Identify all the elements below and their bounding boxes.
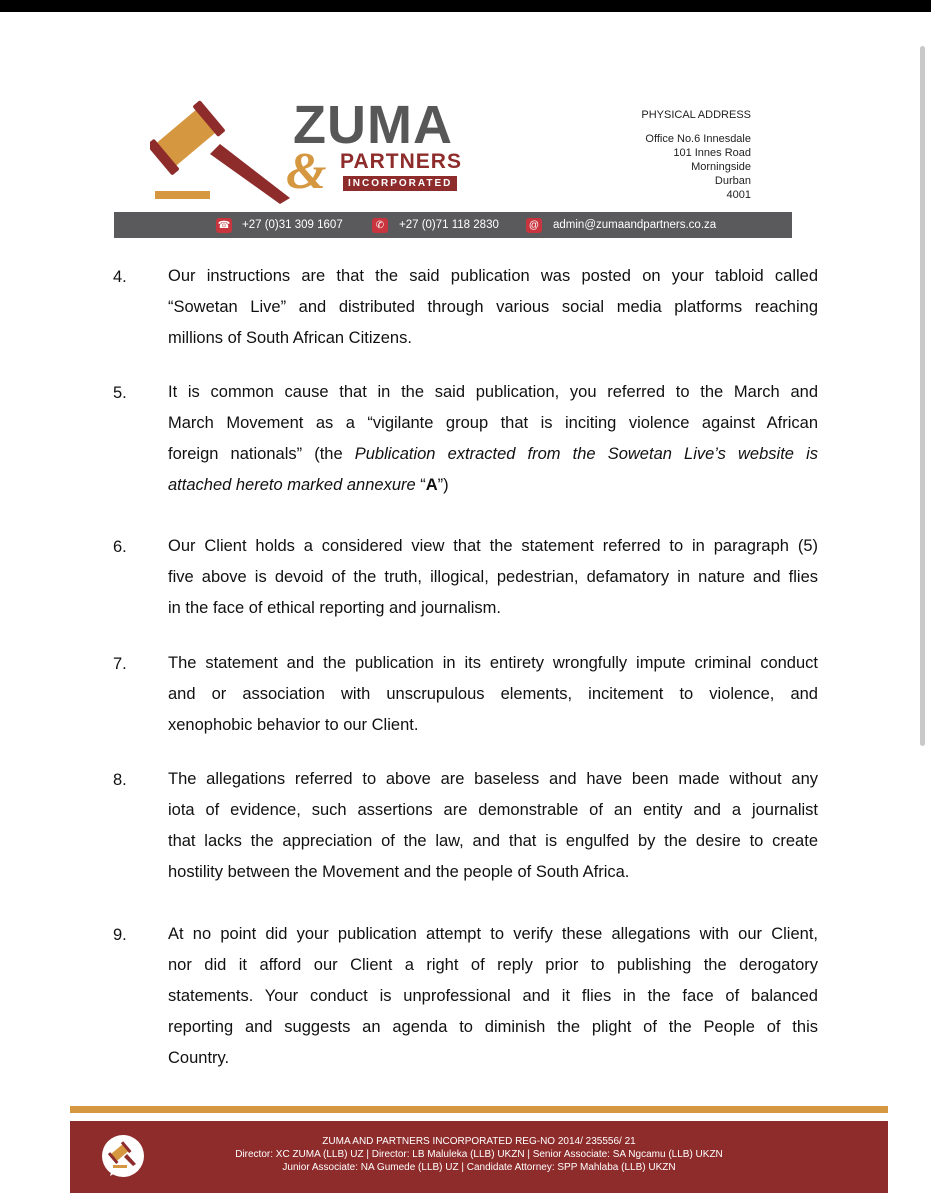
paragraph-text bbox=[168, 648, 818, 741]
address-line: Morningside bbox=[691, 161, 751, 173]
footer-registration: ZUMA AND PARTNERS INCORPORATED REG-NO 2014/ 235556/ 21 bbox=[322, 1136, 636, 1147]
logo-incorporated-tag: INCORPORATED bbox=[343, 176, 457, 191]
physical-address bbox=[641, 108, 751, 202]
text-line: that lacks the appreciation of the law, and that is engulfed by the desire to create bbox=[168, 832, 818, 850]
text-line: March Movement as a “vigilante group that is inciting violence against African bbox=[168, 414, 818, 432]
paragraph-number: 5. bbox=[113, 384, 127, 402]
address-title: PHYSICAL ADDRESS bbox=[641, 109, 751, 121]
logo-word-partners: PARTNERS bbox=[340, 150, 462, 173]
text-line: Country. bbox=[168, 1049, 230, 1067]
address-line: 101 Innes Road bbox=[673, 147, 751, 159]
paragraph-number: 6. bbox=[113, 538, 127, 556]
paragraph-number: 9. bbox=[113, 926, 127, 944]
italic-text-run: Publication extracted from the Sowetan Live’s website is bbox=[354, 445, 818, 463]
email-icon: @ bbox=[526, 218, 542, 233]
text-line: iota of evidence, such assertions are demonstrable of an entity and a journalist bbox=[168, 801, 818, 819]
text-line: reporting and suggests an agenda to diminish the plight of the People of this bbox=[168, 1018, 818, 1036]
address-line: Office No.6 Innesdale bbox=[645, 133, 751, 145]
quote-close: ”) bbox=[437, 476, 449, 494]
annexure-letter: A bbox=[425, 476, 438, 494]
paragraph-text bbox=[168, 377, 818, 501]
footer-band bbox=[70, 1121, 888, 1193]
paragraph-text bbox=[168, 531, 818, 624]
text-line: xenophobic behavior to our Client. bbox=[168, 716, 419, 734]
paragraph-text bbox=[168, 261, 818, 354]
text-line: and or association with unscrupulous elements, incitement to violence, and bbox=[168, 685, 818, 703]
text-run: foreign nationals” (the bbox=[168, 445, 355, 463]
logo-ampersand: & bbox=[286, 143, 327, 200]
firm-logo bbox=[150, 96, 470, 206]
text-line: The statement and the publication in its entirety wrongfully impute criminal conduct bbox=[168, 654, 818, 672]
paragraph-number: 8. bbox=[113, 771, 127, 789]
scrollbar[interactable] bbox=[920, 46, 925, 746]
address-line: Durban bbox=[714, 175, 751, 187]
mobile-phone-icon: ✆ bbox=[372, 218, 388, 233]
paragraph-number: 7. bbox=[113, 655, 127, 673]
text-line: It is common cause that in the said publication, you referred to the March and bbox=[168, 383, 818, 401]
text-line: Our instructions are that the said publication was posted on your tabloid called bbox=[168, 267, 818, 285]
quote-open: “ bbox=[420, 476, 426, 494]
footer-associates: Junior Associate: NA Gumede (LLB) UZ | Candidate Attorney: SPP Mahlaba (LLB) UKZN bbox=[282, 1162, 676, 1173]
paragraph-text bbox=[168, 764, 818, 888]
text-line: The allegations referred to above are baseless and have been made without any bbox=[168, 770, 818, 788]
address-line: 4001 bbox=[726, 189, 751, 201]
email-address[interactable]: admin@zumaandpartners.co.za bbox=[553, 219, 717, 231]
paragraph-text bbox=[168, 919, 818, 1074]
text-line: statements. Your conduct is unprofessional and it flies in the face of balanced bbox=[168, 987, 818, 1005]
text-line: “Sowetan Live” and distributed through various social media platforms reaching bbox=[168, 298, 818, 316]
text-line: hostility between the Movement and the people of South Africa. bbox=[168, 863, 630, 881]
paragraph-number: 4. bbox=[113, 268, 127, 286]
footer-gold-rule bbox=[70, 1106, 888, 1113]
phone-landline[interactable]: +27 (0)31 309 1607 bbox=[242, 219, 343, 231]
text-line: Our Client holds a considered view that the statement referred to in paragraph (5) bbox=[168, 537, 818, 555]
document-page bbox=[0, 12, 931, 1199]
italic-text-run: attached hereto marked annexure bbox=[168, 476, 421, 494]
footer-directors: Director: XC ZUMA (LLB) UZ | Director: LB Maluleka (LLB) UKZN | Senior Associate: SA Ngcamu (LLB) UKZN bbox=[235, 1149, 723, 1160]
text-line: nor did it afford our Client a right of reply prior to publishing the derogatory bbox=[168, 956, 818, 974]
text-line bbox=[168, 439, 818, 470]
text-line: At no point did your publication attempt to verify these allegations with our Client, bbox=[168, 925, 818, 943]
text-line: in the face of ethical reporting and journalism. bbox=[168, 599, 501, 617]
text-line bbox=[168, 470, 818, 501]
text-line: five above is devoid of the truth, illogical, pedestrian, defamatory in nature and flies bbox=[168, 568, 818, 586]
contact-bar bbox=[114, 212, 792, 238]
logo-word-zuma: ZUMA bbox=[293, 95, 453, 155]
phone-mobile[interactable]: +27 (0)71 118 2830 bbox=[399, 219, 499, 231]
telephone-icon: ☎ bbox=[217, 220, 231, 231]
text-line: millions of South African Citizens. bbox=[168, 329, 412, 347]
